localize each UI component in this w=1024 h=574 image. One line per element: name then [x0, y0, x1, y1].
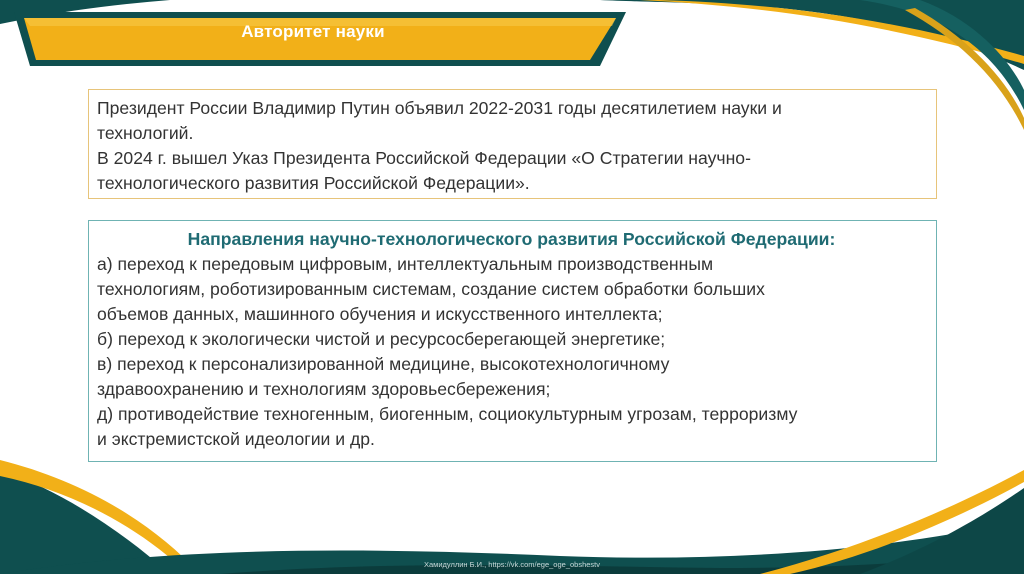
- intro-line: Президент России Владимир Путин объявил 2022-2031 годы десятилетием науки и: [97, 98, 782, 118]
- slide-title: Авторитет науки: [241, 22, 385, 41]
- direction-line: объемов данных, машинного обучения и искусственного интеллекта;: [97, 304, 663, 324]
- directions-heading: Направления научно-технологического развития Российской Федерации:: [187, 229, 836, 249]
- direction-line: технологиям, роботизированным системам, создание систем обработки больших: [97, 279, 765, 299]
- direction-line: б) переход к экологически чистой и ресурсосберегающей энергетике;: [97, 329, 666, 349]
- direction-line: в) переход к персонализированной медицине, высокотехнологичному: [97, 354, 670, 374]
- intro-line: В 2024 г. вышел Указ Президента Российской Федерации «О Стратегии научно-: [97, 148, 751, 168]
- intro-box: [88, 89, 937, 199]
- direction-line: а) переход к передовым цифровым, интеллектуальным производственным: [97, 254, 714, 274]
- intro-line: технологий.: [97, 123, 194, 143]
- direction-line: здравоохранению и технологиям здоровьесбережения;: [97, 379, 551, 399]
- direction-line: и экстремистской идеологии и др.: [97, 429, 375, 449]
- intro-line: технологического развития Российской Федерации».: [97, 173, 530, 193]
- footer-credit: Хамидуллин Б.И., https://vk.com/ege_oge_obshestv: [423, 560, 601, 569]
- directions-box: [88, 220, 937, 462]
- direction-line: д) противодействие техногенным, биогенным, социокультурным угрозам, терроризму: [97, 404, 798, 424]
